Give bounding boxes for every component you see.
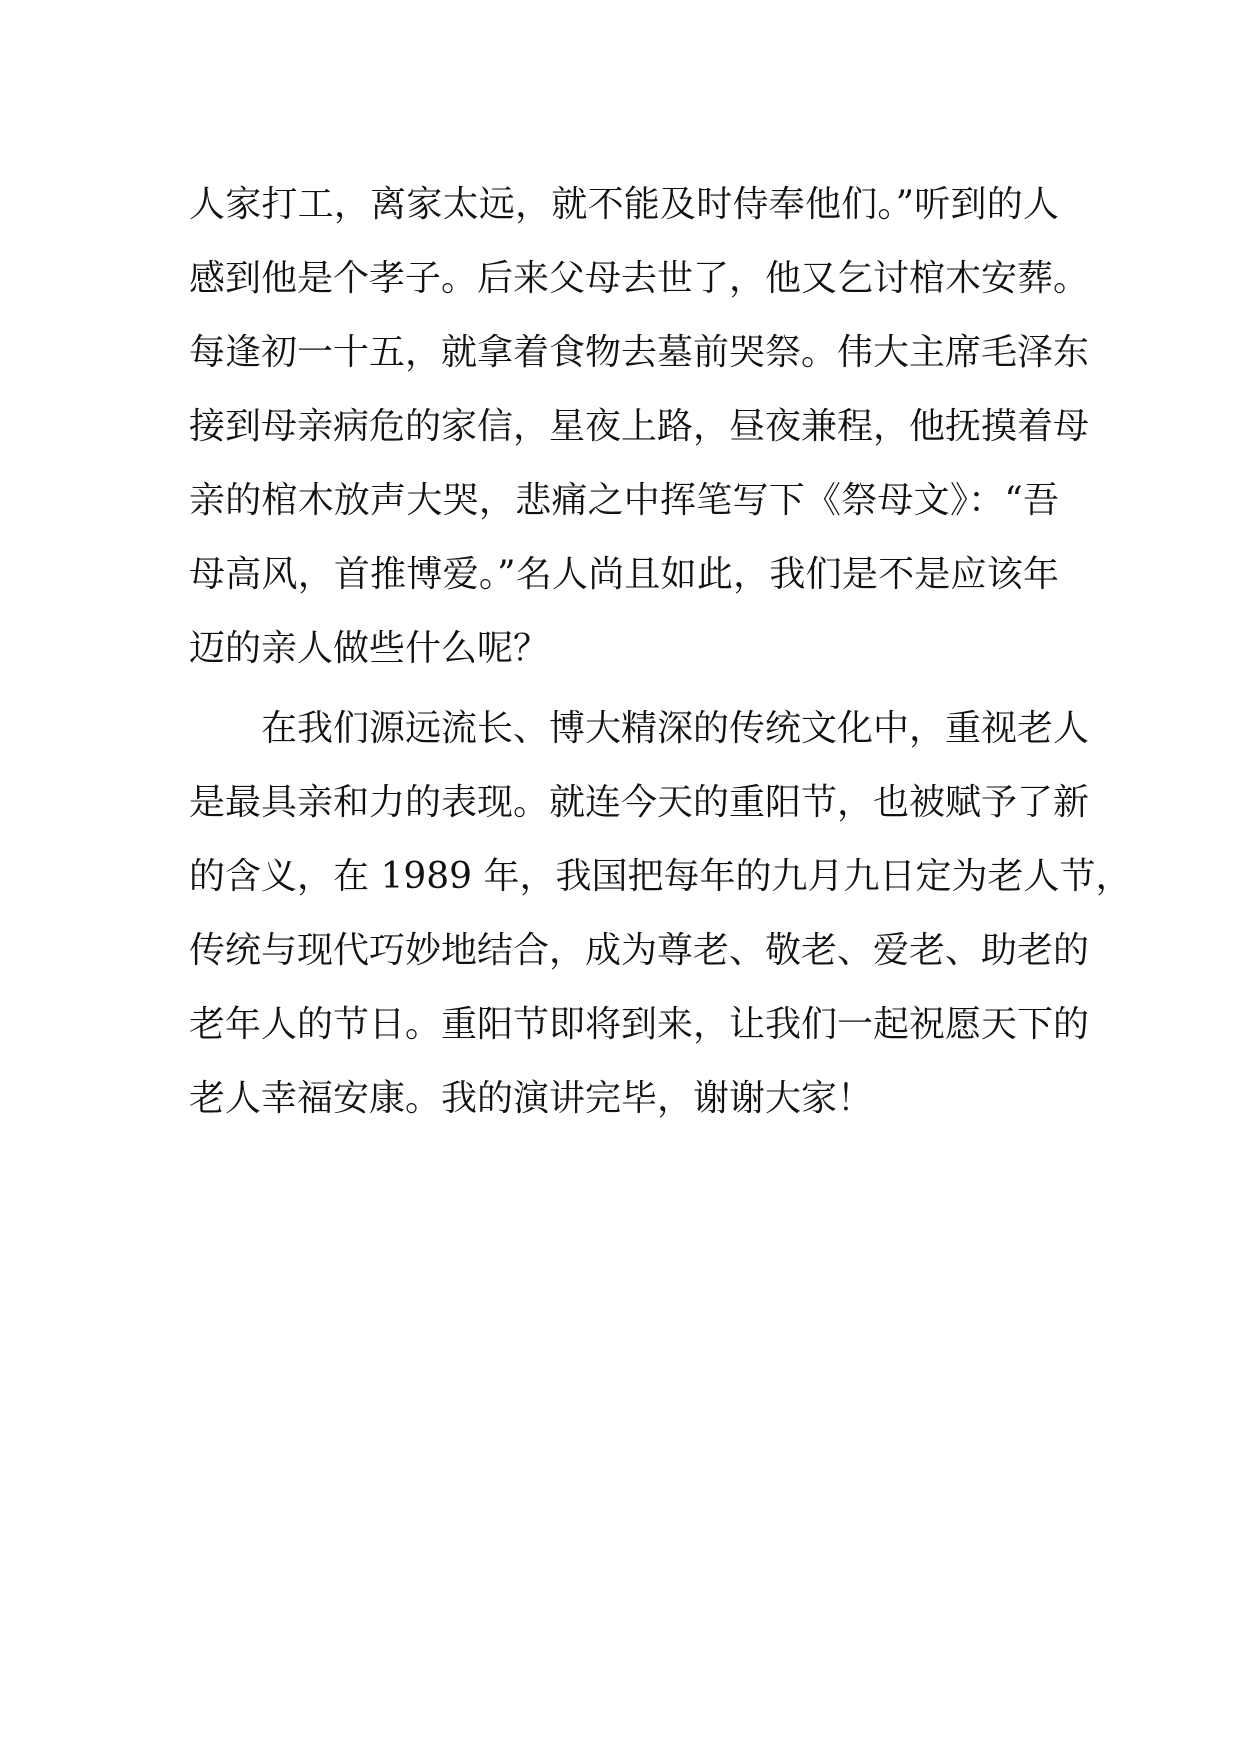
speech-body [189, 168, 1132, 1136]
paragraph-line: 接到母亲病危的家信，星夜上路，昼夜兼程，他抚摸着母 [189, 406, 1090, 447]
paragraph-line: 每逢初一十五，就拿着食物去墓前哭祭。伟大主席毛泽东 [189, 332, 1090, 373]
paragraph-first-line: 在我们源远流长、博大精深的传统文化中，重视老人 [189, 708, 1090, 749]
paragraph-line: 亲的棺木放声大哭，悲痛之中挥笔写下《祭母文》：“吾 [189, 480, 1059, 521]
paragraph-line: 感到他是个孝子。后来父母去世了，他又乞讨棺木安葬。 [189, 258, 1090, 299]
paragraph-line: 老年人的节日。重阳节即将到来，让我们一起祝愿天下的 [189, 1004, 1090, 1045]
paragraph-line: 的含义，在 1989 年，我国把每年的九月九日定为老人节， [189, 856, 1132, 897]
paragraph-line: 传统与现代巧妙地结合，成为尊老、敬老、爱老、助老的 [189, 930, 1090, 971]
paragraph-2 [189, 692, 1132, 1136]
paragraph-line: 人家打工，离家太远，就不能及时侍奉他们。”听到的人 [189, 184, 1059, 225]
paragraph-line: 母高风，首推博爱。”名人尚且如此，我们是不是应该年 [189, 554, 1059, 595]
paragraph-last-line: 老人幸福安康。我的演讲完毕，谢谢大家！ [189, 1078, 874, 1119]
paragraph-last-line: 迈的亲人做些什么呢？ [189, 628, 550, 669]
paragraph-1 [189, 168, 1090, 686]
paragraph-line: 是最具亲和力的表现。就连今天的重阳节，也被赋予了新 [189, 782, 1090, 823]
